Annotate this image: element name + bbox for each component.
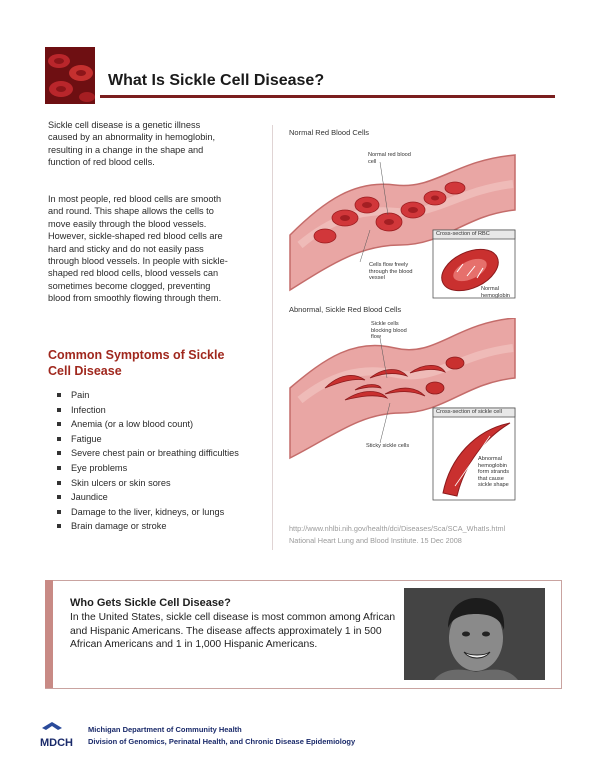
who-gets-heading: Who Gets Sickle Cell Disease? [70,597,231,609]
intro-paragraph-2: In most people, red blood cells are smooth and round. This shape allows the cells to move easily through the blood vessels. However, sickle-shaped red blood cells are hard and sticky and do not easily pass through blood vessels. In people with sickle-shaped red blood cells, blood vessels can sometimes become clogged, preventing blood from smoothly flowing through them. [48,194,228,304]
list-item: Brain damage or stroke [57,519,239,534]
symptom-list [57,388,239,534]
footer-division: Division of Genomics, Perinatal Health, and Chronic Disease Epidemiology [88,737,356,746]
label-cells-flow: Cells flow freely through the blood vessel [369,262,413,282]
label-sickle-blocking: Sickle cells blocking blood flow [371,321,407,341]
label-normal-hemoglobin: Normal hemoglobin [481,286,510,299]
child-photo [404,588,545,680]
column-divider [272,125,273,550]
label-sticky-sickle: Sticky sickle cells [366,443,410,449]
list-item: Pain [57,388,239,403]
list-item: Jaundice [57,490,239,505]
footer-department: Michigan Department of Community Health [88,725,242,734]
figure-caption-source: National Heart Lung and Blood Institute. 15 Dec 2008 [289,536,462,545]
intro-paragraph-1: Sickle cell disease is a genetic illness caused by an abnormality in hemoglobin, resulting in a change in the shape and function of red blood cells. [48,120,216,168]
label-cross-section-rbc: Cross-section of RBC [436,231,490,237]
list-item: Infection [57,403,239,418]
mdch-logo [40,718,80,750]
figure-caption-url: http://www.nhlbi.nih.gov/health/dci/Diseases/Sca/SCA_WhatIs.html [289,524,506,533]
who-gets-text: In the United States, sickle cell disease is most common among African and Hispanic Americans. The disease affects approximately 1 in 500 African Americans and 1 in 1,000 Hispanic Americans. [70,612,396,651]
red-blood-cells-header-image [45,47,95,104]
sickle-cells-title: Abnormal, Sickle Red Blood Cells [289,305,402,314]
who-gets-box-accent [45,580,53,688]
list-item: Severe chest pain or breathing difficulties [57,446,239,461]
list-item: Fatigue [57,432,239,447]
title-underline [100,95,555,98]
list-item: Eye problems [57,461,239,476]
page-title: What Is Sickle Cell Disease? [108,72,325,89]
normal-cells-title: Normal Red Blood Cells [289,128,370,137]
label-abnormal-hemoglobin: Abnormal hemoglobin form strands that cause sickle shape [478,456,510,489]
symptoms-heading: Common Symptoms of Sickle Cell Disease [48,348,225,378]
label-normal-rbc: Normal red blood cell [368,152,411,165]
list-item: Skin ulcers or skin sores [57,476,239,491]
list-item: Anemia (or a low blood count) [57,417,239,432]
list-item: Damage to the liver, kidneys, or lungs [57,505,239,520]
label-cross-section-sickle: Cross-section of sickle cell [436,409,502,415]
svg-text:MDCH: MDCH [40,737,73,749]
